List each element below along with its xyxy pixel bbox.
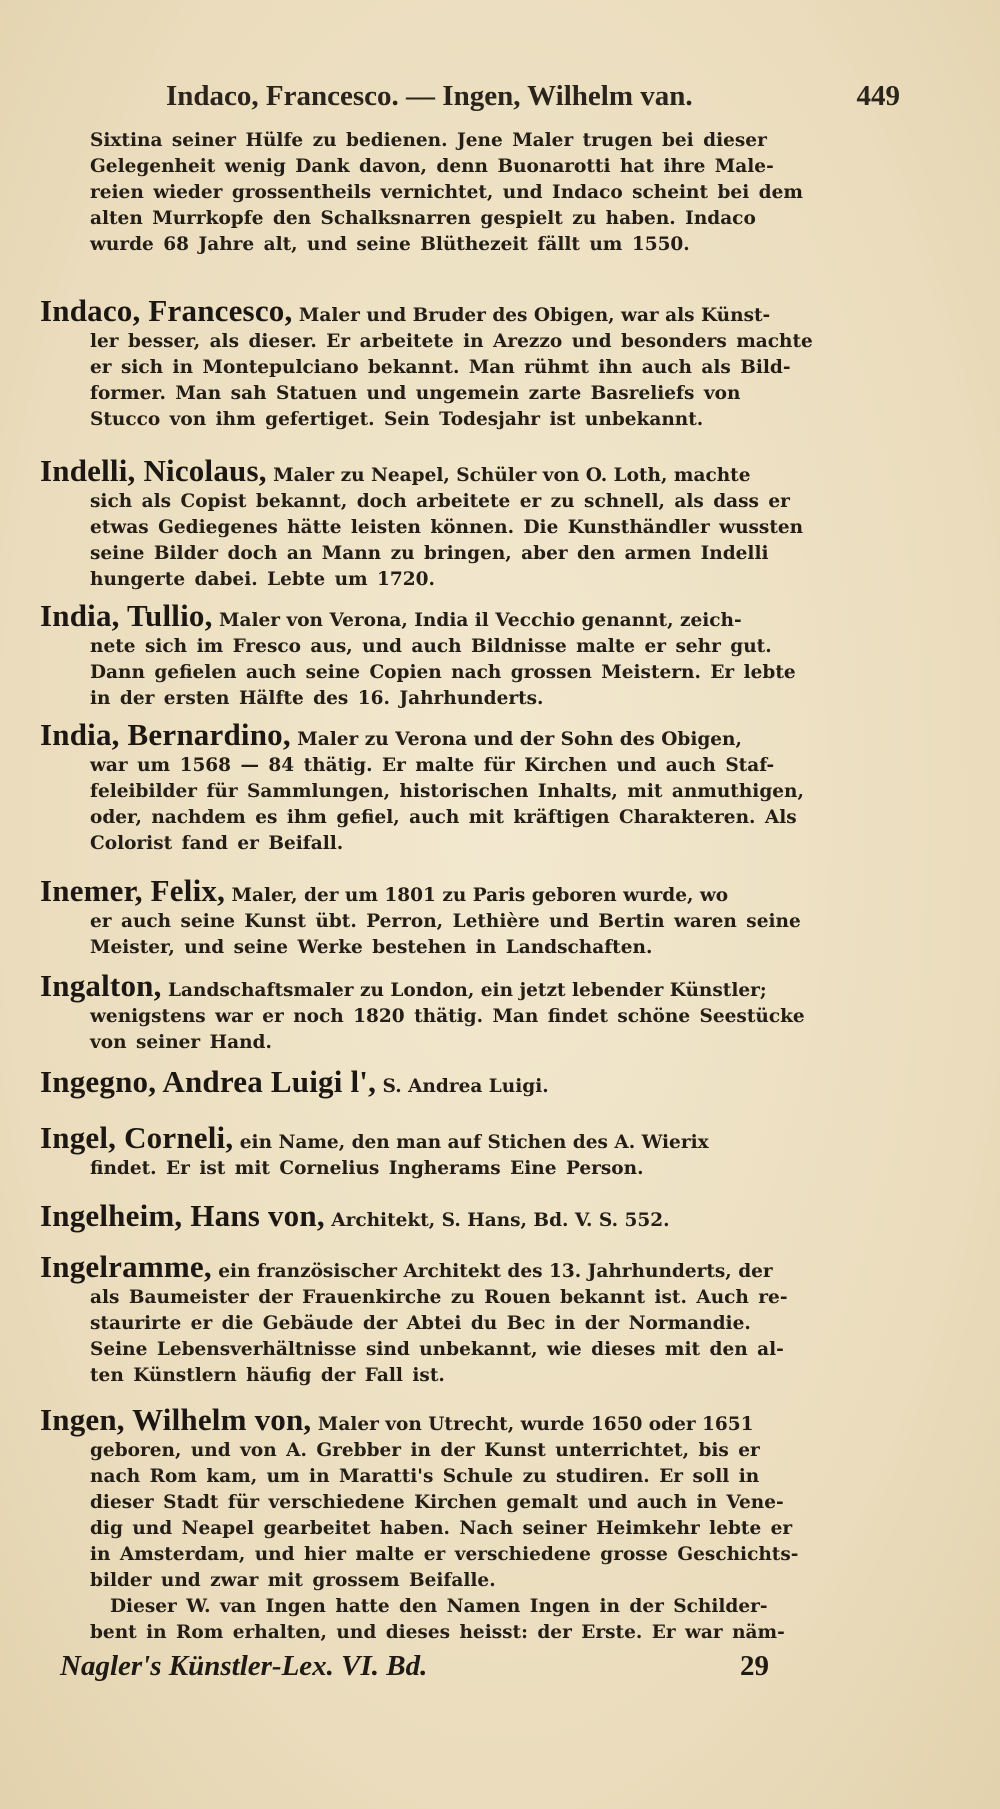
headword: Ingelramme, — [40, 1249, 212, 1284]
entry-first-line: Maler von Verona, India il Vecchio genannt, zeich- — [219, 610, 742, 631]
running-title: Indaco, Francesco. — Ingen, Wilhelm van. — [166, 80, 693, 112]
entry-ingen-wilhelm — [40, 1402, 910, 1646]
entry-ingelramme — [40, 1249, 910, 1389]
text-line: in der ersten Hälfte des 16. Jahrhunderts. — [90, 688, 544, 709]
text-line: former. Man sah Statuen und ungemein zarte Basreliefs von — [90, 383, 741, 404]
text-line: reien wieder grossentheils vernichtet, und Indaco scheint bei dem — [90, 182, 803, 203]
paragraph-start: Dieser W. van Ingen hatte den Namen Ingen in der Schilder- — [110, 1596, 768, 1617]
text-line: wenigstens war er noch 1820 thätig. Man findet schöne Seestücke — [90, 1006, 805, 1027]
text-line: seine Bilder doch an Mann zu bringen, aber den armen Indelli — [90, 543, 769, 564]
entry-ingegno — [40, 1064, 910, 1100]
entry-first-line: Maler zu Verona und der Sohn des Obigen, — [297, 729, 742, 750]
headword: Ingen, Wilhelm von, — [40, 1402, 312, 1437]
text-line: dieser Stadt für verschiedene Kirchen gemalt und auch in Vene- — [90, 1492, 784, 1513]
signature-mark: Nagler's Künstler-Lex. VI. Bd. — [60, 1650, 428, 1682]
running-header — [160, 80, 900, 124]
text-line: Seine Lebensverhältnisse sind unbekannt, wie dieses mit den al- — [90, 1339, 784, 1360]
entry-first-line: Maler von Utrecht, wurde 1650 oder 1651 — [317, 1414, 754, 1435]
text-line: Sixtina seiner Hülfe zu bedienen. Jene Maler trugen bei dieser — [90, 130, 767, 151]
text-line: ler besser, als dieser. Er arbeitete in Arezzo und besonders machte — [90, 331, 813, 352]
entry-first-line: Maler zu Neapel, Schüler von O. Loth, machte — [273, 465, 751, 486]
text-line: oder, nachdem es ihm gefiel, auch mit kräftigen Charakteren. Als — [90, 807, 797, 828]
text-line: bilder und zwar mit grossem Beifalle. — [90, 1570, 496, 1591]
text-line: er auch seine Kunst übt. Perron, Lethière und Bertin waren seine — [90, 911, 801, 932]
entry-inemer-felix — [40, 873, 910, 961]
headword: Indelli, Nicolaus, — [40, 453, 267, 488]
headword: India, Tullio, — [40, 598, 213, 633]
entry-first-line: Architekt, S. Hans, Bd. V. S. 552. — [331, 1210, 670, 1231]
text-line: findet. Er ist mit Cornelius Ingherams Eine Person. — [90, 1158, 644, 1179]
text-line: staurirte er die Gebäude der Abtei du Bec in der Normandie. — [90, 1313, 751, 1334]
entry-first-line: Maler, der um 1801 zu Paris geboren wurde, wo — [231, 885, 729, 906]
entry-first-line: Maler und Bruder des Obigen, war als Künst- — [298, 305, 771, 326]
text-line: in Amsterdam, und hier malte er verschiedene grosse Geschichts- — [90, 1544, 799, 1565]
text-line: Stucco von ihm gefertiget. Sein Todesjahr ist unbekannt. — [90, 409, 704, 430]
headword: Ingel, Corneli, — [40, 1120, 234, 1155]
headword: India, Bernardino, — [40, 717, 291, 752]
text-line: Colorist fand er Beifall. — [90, 833, 344, 854]
headword: Indaco, Francesco, — [40, 293, 293, 328]
text-line: Meister, und seine Werke bestehen in Landschaften. — [90, 937, 653, 958]
entry-india-tullio — [40, 598, 910, 712]
text-line: alten Murrkopfe den Schalksnarren gespielt zu haben. Indaco — [90, 208, 756, 229]
text-line: Gelegenheit wenig Dank davon, denn Buonarotti hat ihre Male- — [90, 156, 774, 177]
page-footer — [60, 1650, 769, 1690]
entry-ingel-corneli — [40, 1120, 910, 1182]
continued-text — [90, 128, 910, 258]
entry-indaco-francesco — [40, 293, 910, 433]
sheet-number: 29 — [740, 1650, 769, 1682]
text-line: von seiner Hand. — [90, 1032, 272, 1053]
entry-ingelheim — [40, 1198, 910, 1234]
entry-indelli-nicolaus — [40, 453, 910, 593]
entry-first-line: S. Andrea Luigi. — [382, 1076, 549, 1097]
text-line: war um 1568 — 84 thätig. Er malte für Kirchen und auch Staf- — [90, 755, 775, 776]
text-line: sich als Copist bekannt, doch arbeitete er zu schnell, als dass er — [90, 491, 790, 512]
text-line: als Baumeister der Frauenkirche zu Rouen bekannt ist. Auch re- — [90, 1287, 788, 1308]
entry-first-line: ein französischer Architekt des 13. Jahrhunderts, der — [218, 1261, 773, 1282]
text-line: nach Rom kam, um in Maratti's Schule zu studiren. Er soll in — [90, 1466, 760, 1487]
text-line: Dann gefielen auch seine Copien nach grossen Meistern. Er lebte — [90, 662, 796, 683]
text-line: bent in Rom erhalten, und dieses heisst: der Erste. Er war näm- — [90, 1622, 785, 1643]
entry-first-line: ein Name, den man auf Stichen des A. Wierix — [239, 1132, 709, 1153]
headword: Ingegno, Andrea Luigi l', — [40, 1064, 377, 1099]
text-line: dig und Neapel gearbeitet haben. Nach seiner Heimkehr lebte er — [90, 1518, 793, 1539]
headword: Ingelheim, Hans von, — [40, 1198, 325, 1233]
headword: Inemer, Felix, — [40, 873, 226, 908]
entry-india-bernardino — [40, 717, 910, 857]
text-line: nete sich im Fresco aus, und auch Bildnisse malte er sehr gut. — [90, 636, 772, 657]
text-line: er sich in Montepulciano bekannt. Man rühmt ihn auch als Bild- — [90, 357, 791, 378]
entry-first-line: Landschaftsmaler zu London, ein jetzt lebender Künstler; — [168, 980, 767, 1001]
text-line: hungerte dabei. Lebte um 1720. — [90, 569, 435, 590]
text-line: ten Künstlern häufig der Fall ist. — [90, 1365, 445, 1386]
text-line: etwas Gediegenes hätte leisten können. Die Kunsthändler wussten — [90, 517, 804, 538]
headword: Ingalton, — [40, 968, 162, 1003]
page-number: 449 — [856, 80, 900, 112]
text-line: wurde 68 Jahre alt, und seine Blüthezeit fällt um 1550. — [90, 234, 690, 255]
text-line: feleibilder für Sammlungen, historischen Inhalts, mit anmuthigen, — [90, 781, 804, 802]
entry-ingalton — [40, 968, 910, 1056]
text-line: geboren, und von A. Grebber in der Kunst unterrichtet, bis er — [90, 1440, 760, 1461]
